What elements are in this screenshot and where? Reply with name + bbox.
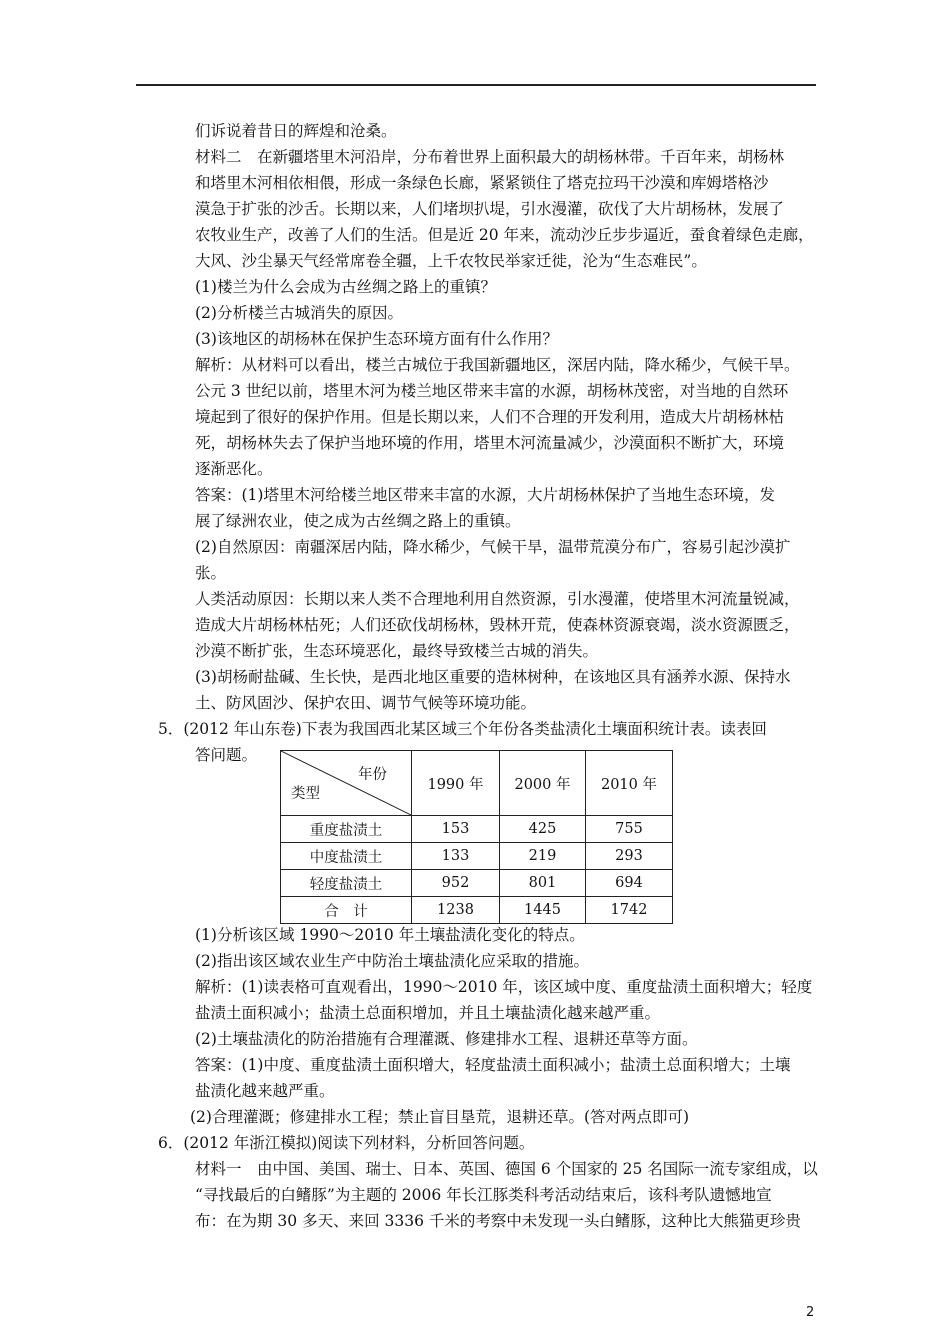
- row-label: 轻度盐渍土: [281, 870, 412, 897]
- answer-line: (3)胡杨耐盐碱、生长快，是西北地区重要的造林树种，在该地区具有涵养水源、保持水: [195, 668, 791, 686]
- table-cell: 1742: [586, 897, 673, 924]
- text-line: 农牧业生产，改善了人们的生活。但是近 20 年来，流动沙丘步步逼近，蚕食着绿色走廊，: [195, 226, 814, 244]
- text-line: 材料二 在新疆塔里木河沿岸，分布着世界上面积最大的胡杨林带。千百年来，胡杨林: [195, 148, 785, 166]
- table-cell: 425: [500, 816, 586, 843]
- answer-line: 盐渍化越来越严重。: [195, 1082, 335, 1100]
- answer-line: 人类活动原因：长期以来人类不合理地利用自然资源，引水漫灌，使塔里木河流量锐减，: [195, 590, 800, 608]
- table-row: [281, 870, 673, 897]
- material-line: “寻找最后的白鳍豚”为主题的 2006 年长江豚类科考活动结束后，该科考队遗憾地宣: [195, 1186, 772, 1204]
- answer-line: 展了绿洲农业，使之成为古丝绸之路上的重镇。: [195, 512, 521, 530]
- table-cell: 219: [500, 843, 586, 870]
- row-label: 合 计: [281, 897, 412, 924]
- answer-line: 张。: [195, 564, 227, 582]
- table-cell: 694: [586, 870, 673, 897]
- answer-line: 造成大片胡杨林枯死；人们还砍伐胡杨林，毁林开荒，使森林资源衰竭，淡水资源匮乏，: [195, 616, 800, 634]
- answer-line: 沙漠不断扩张，生态环境恶化，最终导致楼兰古城的消失。: [195, 642, 599, 660]
- table-row: [281, 816, 673, 843]
- table-header-cell: 2000 年: [500, 751, 586, 816]
- text-line: 大风、沙尘暴天气经常席卷全疆，上千农牧民举家迁徙，沦为“生态难民”。: [195, 252, 707, 270]
- table-header-cell: 1990 年: [412, 751, 500, 816]
- row-label: 中度盐渍土: [281, 843, 412, 870]
- answer-line: 答案：(1)中度、重度盐渍土面积增大，轻度盐渍土面积减小；盐渍土总面积增大；土壤: [195, 1056, 791, 1074]
- table-cell: 952: [412, 870, 500, 897]
- analysis-line: 解析：从材料可以看出，楼兰古城位于我国新疆地区，深居内陆，降水稀少，气候干旱。: [195, 356, 800, 374]
- table-cell: 1238: [412, 897, 500, 924]
- table-cell: 153: [412, 816, 500, 843]
- saline-soil-table: [280, 750, 673, 924]
- table-total-row: [281, 897, 673, 924]
- analysis-line: 境起到了很好的保护作用。但是长期以来，人们不合理的开发利用，造成大片胡杨林枯: [195, 408, 785, 426]
- analysis-line: 解析：(1)读表格可直观看出，1990～2010 年，该区域中度、重度盐渍土面积增大；轻度: [195, 978, 813, 996]
- table-cell: 755: [586, 816, 673, 843]
- table-cell: 293: [586, 843, 673, 870]
- material-line: 材料一 由中国、美国、瑞士、日本、英国、德国 6 个国家的 25 名国际一流专家组成，以: [195, 1160, 818, 1178]
- analysis-line: 公元 3 世纪以前，塔里木河为楼兰地区带来丰富的水源，胡杨林茂密，对当地的自然环: [195, 382, 789, 400]
- analysis-line: 逐渐恶化。: [195, 460, 273, 478]
- header-year: 年份: [358, 767, 387, 783]
- diagonal-header-cell: [281, 751, 412, 816]
- table-cell: 133: [412, 843, 500, 870]
- question-item: (1)分析该区域 1990～2010 年土壤盐渍化变化的特点。: [195, 926, 585, 944]
- text-line: 们诉说着昔日的辉煌和沧桑。: [195, 122, 397, 140]
- question-5-title-cont: 答问题。: [195, 746, 258, 764]
- analysis-line: 盐渍土面积减小；盐渍土总面积增加，并且土壤盐渍化越来越严重。: [195, 1004, 661, 1022]
- table-header-row: [281, 751, 673, 816]
- table-cell: 801: [500, 870, 586, 897]
- answer-line: (2)合理灌溉；修建排水工程；禁止盲目垦荒，退耕还草。(答对两点即可): [190, 1108, 690, 1126]
- header-rule: [136, 84, 816, 86]
- material-line: 布：在为期 30 多天、来回 3336 千米的考察中未发现一头白鳍豚，这种比大熊猫更珍贵: [195, 1212, 801, 1230]
- header-type: 类型: [291, 786, 320, 802]
- answer-line: (2)自然原因：南疆深居内陆，降水稀少，气候干旱，温带荒漠分布广，容易引起沙漠扩: [195, 538, 791, 556]
- question-item: (2)指出该区域农业生产中防治土壤盐渍化应采取的措施。: [195, 952, 589, 970]
- table-header-cell: 2010 年: [586, 751, 673, 816]
- question-5-title: 5．(2012 年山东卷)下表为我国西北某区域三个年份各类盐渍化土壤面积统计表。读表回: [158, 720, 767, 738]
- question-item: (1)楼兰为什么会成为古丝绸之路上的重镇？: [195, 278, 496, 296]
- question-6-title: 6．(2012 年浙江模拟)阅读下列材料，分析回答问题。: [158, 1134, 535, 1152]
- text-line: 漠急于扩张的沙舌。长期以来，人们堵坝扒堤，引水漫灌，砍伐了大片胡杨林，发展了: [195, 200, 785, 218]
- analysis-line: (2)土壤盐渍化的防治措施有合理灌溉、修建排水工程、退耕还草等方面。: [195, 1030, 698, 1048]
- answer-line: 答案：(1)塔里木河给楼兰地区带来丰富的水源，大片胡杨林保护了当地生态环境，发: [195, 486, 775, 504]
- table-row: [281, 843, 673, 870]
- page-number: 2: [806, 1305, 815, 1320]
- analysis-line: 死，胡杨林失去了保护当地环境的作用，塔里木河流量减少，沙漠面积不断扩大，环境: [195, 434, 785, 452]
- row-label: 重度盐渍土: [281, 816, 412, 843]
- question-item: (2)分析楼兰古城消失的原因。: [195, 304, 403, 322]
- table-cell: 1445: [500, 897, 586, 924]
- text-line: 和塔里木河相依相偎，形成一条绿色长廊，紧紧锁住了塔克拉玛干沙漠和库姆塔格沙: [195, 174, 769, 192]
- answer-line: 土、防风固沙、保护农田、调节气候等环境功能。: [195, 694, 537, 712]
- question-item: (3)该地区的胡杨林在保护生态环境方面有什么作用？: [195, 330, 558, 348]
